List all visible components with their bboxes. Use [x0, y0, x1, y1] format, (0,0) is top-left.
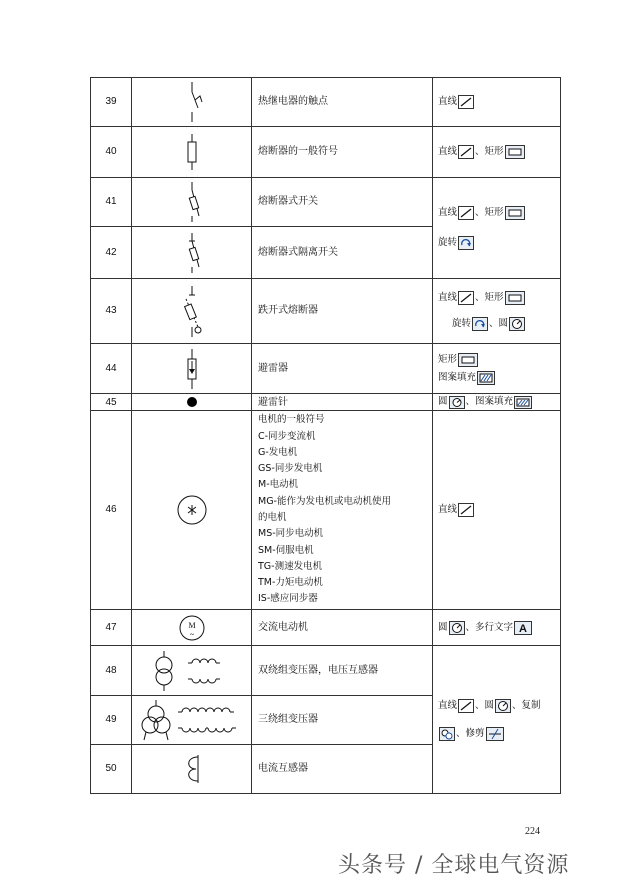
symbol-name: 避雷针 [252, 394, 433, 411]
command-cell [433, 279, 561, 344]
command-cell [433, 178, 561, 279]
circle-tool-icon [509, 317, 525, 331]
table-row [91, 127, 561, 178]
command-label: 、修剪 [456, 727, 485, 739]
row-number: 50 [91, 745, 132, 794]
table-row [91, 646, 561, 696]
table-row [91, 178, 561, 227]
circle-tool-icon [449, 621, 465, 635]
ac-motor-symbol [172, 613, 212, 643]
table-row [91, 610, 561, 646]
symbol-cell [132, 411, 252, 610]
row-number: 40 [91, 127, 132, 178]
surge-arrester-symbol [172, 347, 212, 391]
table-row [91, 394, 561, 411]
rectangle-tool-icon [505, 206, 525, 220]
name-line: TG-测速发电机 [258, 560, 323, 572]
command-label: 、圆 [475, 699, 495, 711]
line-tool-icon [458, 503, 474, 517]
circle-tool-icon [449, 396, 465, 409]
command-cell [433, 78, 561, 127]
mtext-glyph: A [519, 622, 528, 635]
trim-tool-icon [486, 727, 504, 741]
symbol-name: 热继电器的触点 [252, 78, 433, 127]
command-label: 、圆 [489, 318, 509, 329]
lightning-rod-symbol [182, 395, 202, 409]
motor-general-symbol [172, 490, 212, 530]
command-label: 旋转 [438, 237, 458, 248]
symbol-cell [132, 227, 252, 279]
line-tool-icon [458, 699, 474, 713]
command-label: 圆 [438, 621, 448, 633]
symbol-cell [132, 610, 252, 646]
table-row [91, 78, 561, 127]
command-label: 、矩形 [475, 292, 504, 303]
command-cell [433, 394, 561, 411]
symbol-cell [132, 279, 252, 344]
row-number: 49 [91, 696, 132, 745]
symbol-cell [132, 178, 252, 227]
hatch-tool-icon [514, 396, 532, 409]
symbol-name: 熔断器式开关 [252, 178, 433, 227]
symbol-name: 交流电动机 [252, 610, 433, 646]
line-tool-icon [458, 206, 474, 220]
name-line: C-同步变流机 [258, 430, 316, 442]
name-line: GS-同步发电机 [258, 463, 323, 475]
ac-tilde: ~ [189, 629, 194, 639]
symbol-table [90, 77, 561, 794]
table-row [91, 279, 561, 344]
thermal-relay-contact-symbol [172, 80, 212, 124]
symbol-name: 熔断器的一般符号 [252, 127, 433, 178]
name-line: M-电动机 [258, 479, 299, 491]
command-label: 、多行文字 [465, 621, 514, 633]
row-number: 45 [91, 394, 132, 411]
command-label: 直线 [438, 504, 458, 515]
copy-tool-icon [439, 727, 455, 741]
symbol-cell [132, 646, 252, 696]
name-line: IS-感应同步器 [258, 593, 318, 605]
command-label: 圆 [438, 396, 448, 407]
rectangle-tool-icon [505, 145, 525, 159]
symbol-cell [132, 394, 252, 411]
command-label: 、复制 [512, 699, 541, 711]
command-cell [433, 411, 561, 610]
motor-letter: M [187, 620, 196, 630]
line-tool-icon [458, 145, 474, 159]
rotate-tool-icon [472, 317, 488, 331]
circle-tool-icon [495, 699, 511, 713]
line-tool-icon [458, 95, 474, 109]
command-label: 直线 [438, 699, 458, 711]
command-cell [433, 127, 561, 178]
table-row [91, 411, 561, 610]
fuse-disconnector-symbol [172, 231, 212, 275]
rectangle-tool-icon [458, 353, 478, 367]
symbol-name: 电流互感器 [252, 745, 433, 794]
command-cell [433, 344, 561, 394]
symbol-name [252, 411, 433, 610]
rotate-tool-icon [458, 236, 474, 250]
symbol-name: 跌开式熔断器 [252, 279, 433, 344]
name-line: TM-力矩电动机 [258, 577, 323, 589]
row-number: 41 [91, 178, 132, 227]
symbol-cell [132, 78, 252, 127]
symbol-cell [132, 696, 252, 745]
page-number: 224 [525, 826, 540, 837]
name-line: 的电机 [258, 512, 287, 523]
symbol-name: 双绕组变压器，电压互感器 [252, 646, 433, 696]
symbol-cell [132, 344, 252, 394]
symbol-name: 三绕组变压器 [252, 696, 433, 745]
name-line: MS-同步电动机 [258, 528, 324, 540]
three-winding-transformer-symbol [136, 698, 248, 742]
line-tool-icon [458, 291, 474, 305]
name-line: 电机的一般符号 [258, 414, 325, 426]
command-cell [433, 610, 561, 646]
command-label: 、矩形 [475, 146, 504, 157]
symbol-cell [132, 745, 252, 794]
command-cell [433, 646, 561, 794]
watermark: 头条号 / 全球电气资源 [338, 853, 570, 878]
current-transformer-symbol [172, 749, 212, 789]
command-label: 直线 [438, 96, 458, 107]
symbol-cell [132, 127, 252, 178]
row-number: 42 [91, 227, 132, 279]
hatch-tool-icon [477, 371, 495, 385]
row-number: 47 [91, 610, 132, 646]
fuse-switch-symbol [172, 180, 212, 224]
row-number: 44 [91, 344, 132, 394]
row-number: 39 [91, 78, 132, 127]
row-number: 48 [91, 646, 132, 696]
command-label: 直线 [438, 146, 458, 157]
mtext-tool-icon [514, 621, 532, 635]
row-number: 46 [91, 411, 132, 610]
symbol-name: 避雷器 [252, 344, 433, 394]
symbol-name: 熔断器式隔离开关 [252, 227, 433, 279]
command-label: 直线 [438, 207, 458, 218]
rectangle-tool-icon [505, 291, 525, 305]
command-label: 、矩形 [475, 207, 504, 218]
command-label: 矩形 [438, 353, 458, 365]
command-label: 、图案填充 [465, 396, 514, 407]
dropout-fuse-symbol [172, 283, 212, 339]
command-label: 旋转 [452, 318, 472, 329]
name-line: MG-能作为发电机或电动机使用 [258, 495, 391, 507]
two-winding-transformer-symbol [142, 649, 242, 693]
command-label: 直线 [438, 292, 458, 303]
fuse-symbol [172, 130, 212, 174]
row-number: 43 [91, 279, 132, 344]
name-line: SM-伺服电机 [258, 544, 314, 556]
command-label: 图案填充 [438, 371, 477, 383]
table-row [91, 344, 561, 394]
name-line: G-发电机 [258, 446, 298, 458]
